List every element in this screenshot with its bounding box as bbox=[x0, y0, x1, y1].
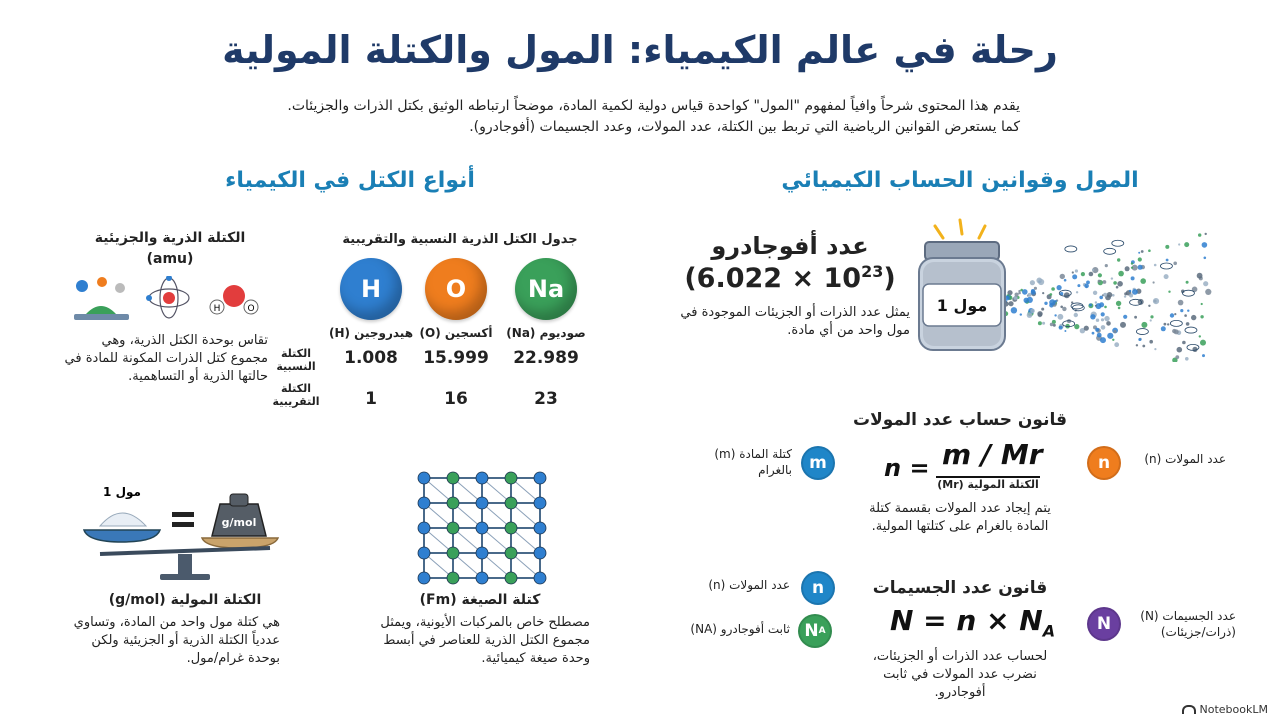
avogadro-value: $(6.022 \times 10^{23})$ bbox=[684, 262, 896, 294]
notebooklm-icon bbox=[1182, 705, 1196, 714]
element-relative-mass: 1.008 bbox=[344, 348, 398, 368]
avogadro-title: عدد أفوجادرو bbox=[711, 232, 869, 260]
mole-jar-illustration bbox=[905, 212, 1225, 362]
svg-text:1 مول: 1 مول bbox=[103, 485, 141, 499]
crystal-lattice-illustration bbox=[412, 470, 552, 585]
intro-line-2: كما يستعرض القوانين الرياضية التي تربط بين الكتلة، عدد المولات، وعدد الجسيمات (أفوجادرو). bbox=[469, 119, 1020, 135]
moles-n-icon: n bbox=[801, 571, 835, 605]
jar-label: 1 مول bbox=[936, 296, 988, 315]
formula-mass-description: مصطلح خاص بالمركبات الأيونية، ويمثل مجموع الكتل الذرية للعناصر في أبسط وحدة صيغة كيميائية. bbox=[380, 615, 590, 666]
particles-law-formula: $N = n \times N_A$ bbox=[890, 604, 1056, 641]
moles-law-title: قانون حساب عدد المولات bbox=[852, 410, 1067, 430]
balance-scale-illustration bbox=[80, 478, 290, 583]
moles-label: عدد المولات (n) bbox=[1144, 452, 1226, 466]
avogadro-constant-icon: N A bbox=[798, 614, 832, 648]
brand-watermark: NotebookLM bbox=[1182, 703, 1268, 716]
atoms-molecules-illustration bbox=[74, 276, 264, 326]
svg-text:O: O bbox=[247, 304, 255, 314]
element-approx-mass: 16 bbox=[444, 389, 468, 409]
element-relative-mass: 15.999 bbox=[423, 348, 489, 368]
particles-N-label: عدد الجسيمات (N) (ذرات/جزيئات) bbox=[1140, 609, 1236, 639]
moles-law-formula: n = m / Mr الكتلة المولية (Mr) bbox=[884, 438, 1043, 491]
moles-n-label: عدد المولات (n) bbox=[708, 578, 790, 592]
atomic-mass-description: تقاس بوحدة الكتل الذرية، وهي مجموع كتل الذرات المكونة للمادة في حالتها الذرية أو التساهمية. bbox=[64, 333, 268, 384]
element-o-icon: O bbox=[425, 258, 487, 320]
intro-line-1: يقدم هذا المحتوى شرحاً وافياً لمفهوم "المول" كواحدة قياس دولية لكمية المادة، موضحاً ارتباطه الوثيق بكتل الذرات والجزيئات. bbox=[287, 98, 1020, 114]
avogadro-block bbox=[660, 232, 920, 294]
left-section-heading: أنواع الكتل في الكيمياء bbox=[225, 168, 475, 193]
element-approx-mass: 23 bbox=[534, 389, 558, 409]
atomic-mass-title: الكتلة الذرية والجزيئية bbox=[94, 230, 246, 246]
mass-symbol-icon: m bbox=[801, 446, 835, 480]
element-name: أكسجين (O) bbox=[419, 326, 493, 340]
right-section-heading: المول وقوانين الحساب الكيميائي bbox=[781, 168, 1139, 193]
element-h-icon: H bbox=[340, 258, 402, 320]
particles-N-icon: N bbox=[1087, 607, 1121, 641]
particles-law-title: قانون عدد الجسيمات bbox=[872, 578, 1048, 598]
avogadro-constant-label: ثابت أفوجادرو (NA) bbox=[690, 622, 790, 636]
row-label-approx: الكتلة التقريبية bbox=[272, 382, 320, 408]
moles-law-description: يتم إيجاد عدد المولات بقسمة كتلة المادة بالغرام على كتلتها المولية. bbox=[869, 501, 1051, 534]
row-label-relative: الكتلة النسبية bbox=[276, 347, 316, 373]
particle-spray bbox=[1003, 233, 1211, 362]
page-title: رحلة في عالم الكيمياء: المول والكتلة المولية bbox=[222, 28, 1058, 72]
svg-text:H: H bbox=[213, 304, 221, 314]
element-na-icon: Na bbox=[515, 258, 577, 320]
svg-text:g/mol: g/mol bbox=[221, 516, 257, 529]
element-name: صوديوم (Na) bbox=[506, 326, 586, 340]
avogadro-description: يمثل عدد الذرات أو الجزيئات الموجودة في مول واحد من أي مادة. bbox=[680, 305, 910, 338]
mass-label: كتلة المادة (m) بالغرام bbox=[714, 447, 792, 477]
molar-mass-title: الكتلة المولية (g/mol) bbox=[108, 592, 262, 608]
mass-table-title: جدول الكتل الذرية النسبية والتقريبية bbox=[342, 232, 578, 247]
element-relative-mass: 22.989 bbox=[513, 348, 579, 368]
molar-mass-description: هي كتلة مول واحد من المادة، وتساوي عددياً الكتلة الذرية أو الجزيئية ولكن بوحدة غرام/مول. bbox=[73, 615, 280, 666]
formula-mass-title: كتلة الصيغة (Fm) bbox=[419, 592, 541, 608]
element-name: هيدروجين (H) bbox=[328, 326, 414, 340]
moles-symbol-icon: n bbox=[1087, 446, 1121, 480]
atomic-mass-unit: (amu) bbox=[146, 251, 194, 267]
element-approx-mass: 1 bbox=[365, 389, 377, 409]
particles-law-description: لحساب عدد الذرات أو الجزيئات، نضرب عدد المولات في ثابت أفوجادرو. bbox=[872, 649, 1048, 700]
